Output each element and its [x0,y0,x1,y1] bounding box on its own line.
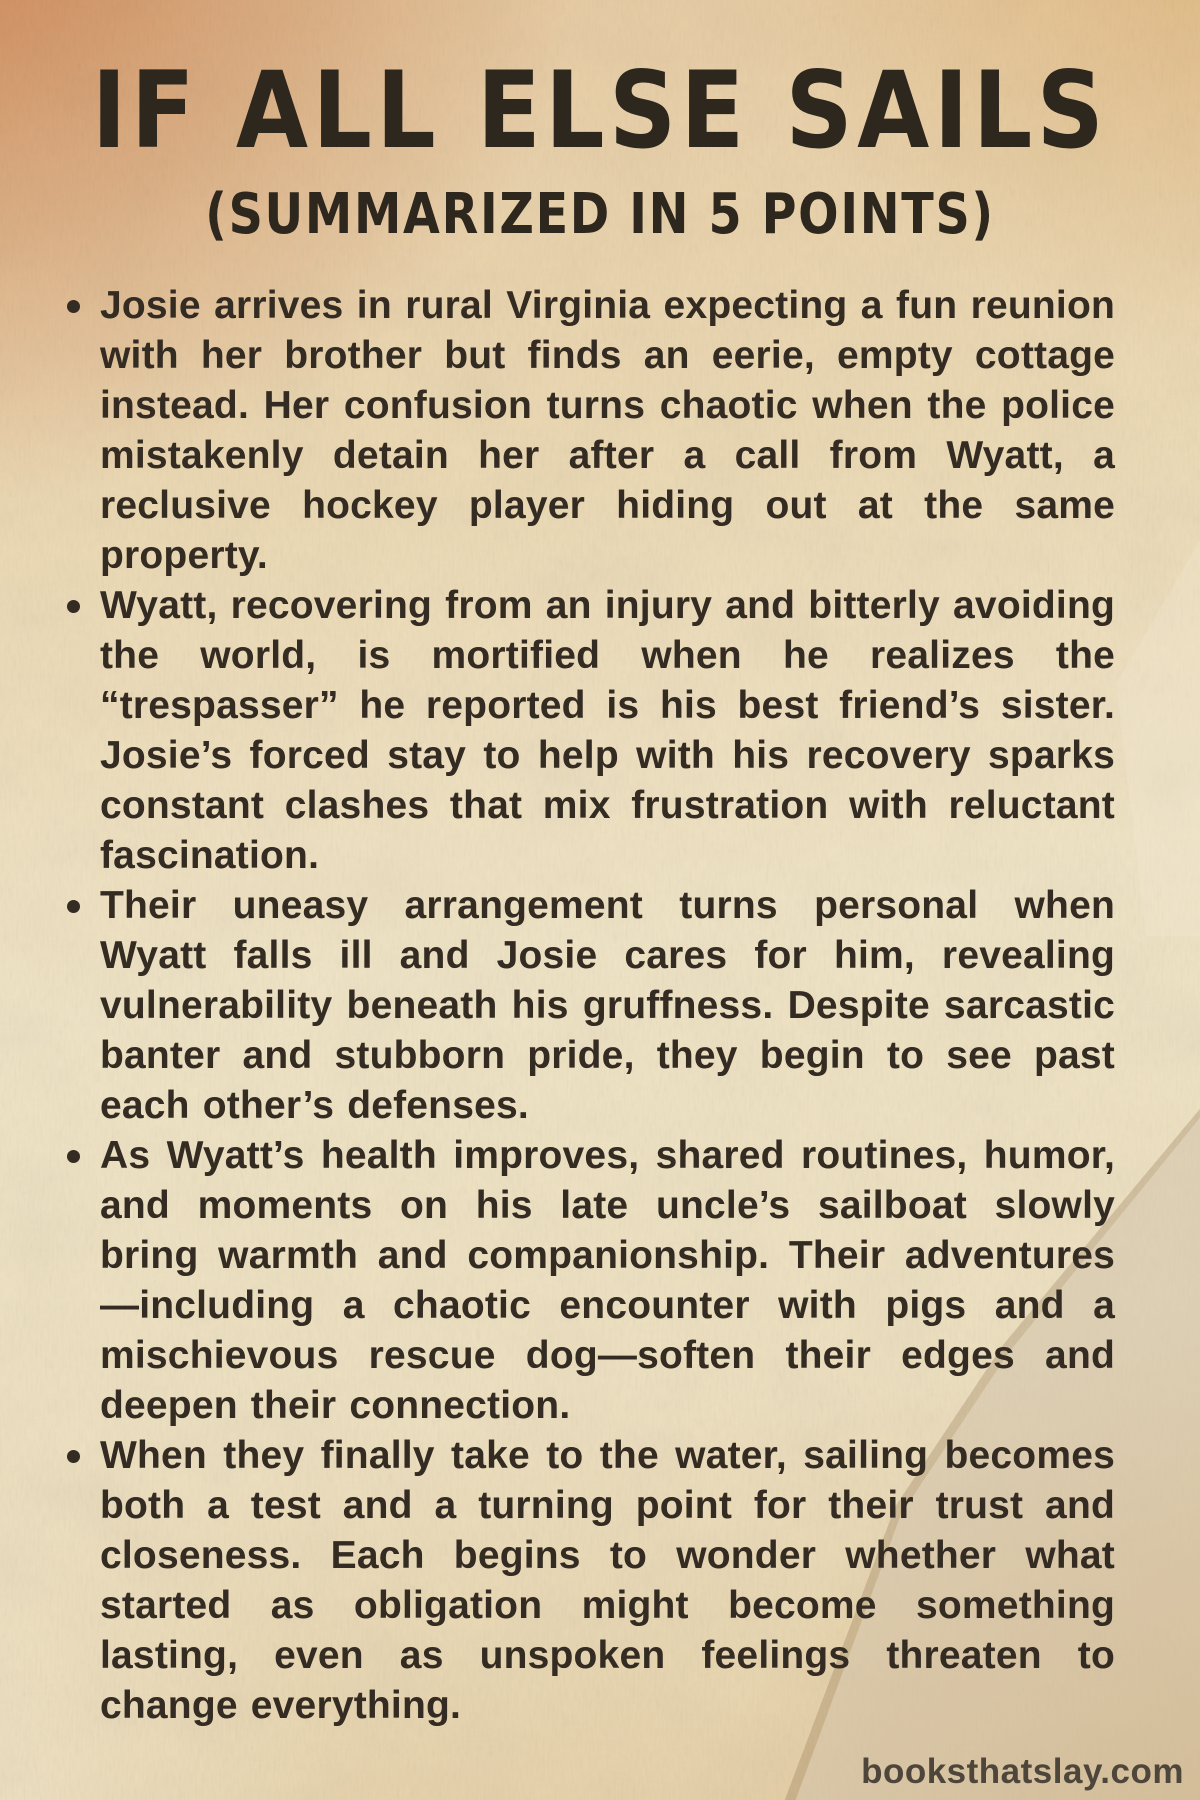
summary-point-4: As Wyatt’s health improves, shared routines, humor, and moments on his late uncle’s sailboat slowly bring warmth and companionship. Their adventures —including a chaotic encounter with pigs and a mischievous rescue dog—soften their edges and deepen their connection. [100,1131,1115,1431]
summary-point-3: Their uneasy arrangement turns personal when Wyatt falls ill and Josie cares for him, revealing vulnerability beneath his gruffness. Despite sarcastic banter and stubborn pride, they begin to see past each other’s defenses. [100,881,1115,1131]
summary-point-2: Wyatt, recovering from an injury and bitterly avoiding the world, is mortified when he realizes the “trespasser” he reported is his best friend’s sister. Josie’s forced stay to help with his recovery sparks constant clashes that mix frustration with reluctant fascination. [100,581,1115,881]
summary-point-1: Josie arrives in rural Virginia expecting a fun reunion with her brother but finds an eerie, empty cottage instead. Her confusion turns chaotic when the police mistakenly detain her after a call from Wyatt, a reclusive hockey player hiding out at the same property. [100,281,1115,581]
site-watermark: booksthatslay.com [861,1752,1184,1791]
summary-list [0,281,1200,1731]
page-title: IF ALL ELSE SAILS [91,49,1109,172]
page-subtitle: (SUMMARIZED IN 5 POINTS) [205,182,995,248]
summary-point-5: When they finally take to the water, sailing becomes both a test and a turning point for their trust and closeness. Each begins to wonder whether what started as obligation might become something lasting, even as unspoken feelings threaten to change everything. [100,1431,1115,1731]
